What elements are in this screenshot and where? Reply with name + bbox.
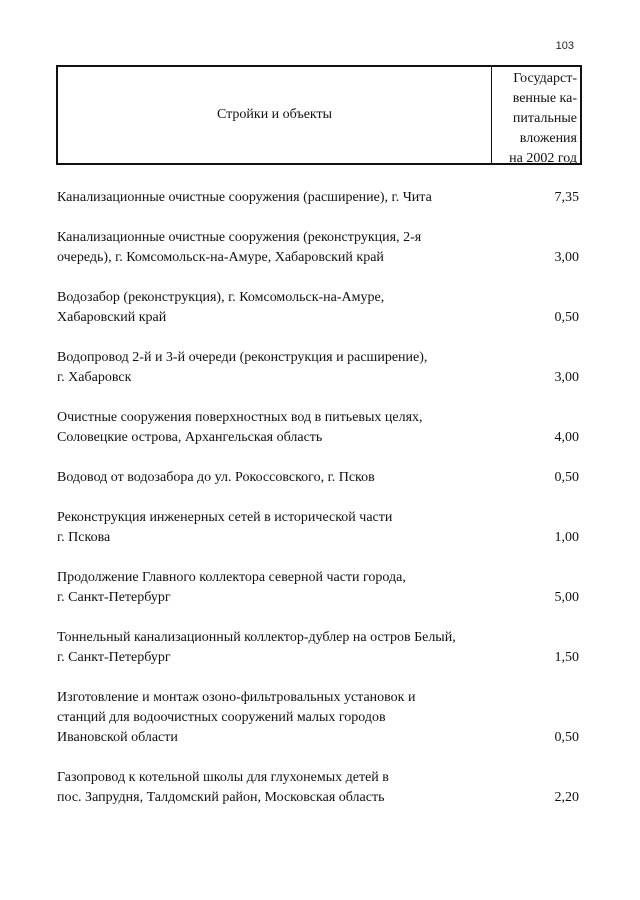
row-object-line: Реконструкция инженерных сетей в исторической части [57, 510, 393, 525]
table-row [57, 628, 579, 668]
header-investment-line: питальные [512, 111, 577, 126]
header-investment-line: Государст- [513, 71, 577, 86]
row-object-name [57, 468, 499, 488]
table-row [57, 288, 579, 328]
row-object-name [57, 688, 499, 748]
header-objects-label: Стройки и объекты [216, 107, 333, 122]
page-number: 103 [555, 40, 574, 52]
row-investment-value: 3,00 [554, 250, 579, 265]
row-investment-value: 4,00 [554, 430, 579, 445]
row-object-name [57, 768, 499, 808]
table-row [57, 688, 579, 748]
row-object-line: Канализационные очистные сооружения (расширение), г. Чита [57, 190, 432, 205]
row-object-line: Канализационные очистные сооружения (реконструкция, 2-я [57, 230, 422, 245]
row-object-line: Продолжение Главного коллектора северной части города, [57, 570, 406, 585]
row-object-line: г. Санкт-Петербург [57, 590, 171, 605]
row-object-line: Ивановской области [57, 730, 178, 745]
row-object-name [57, 288, 499, 328]
row-object-line: Соловецкие острова, Архангельская область [57, 430, 323, 445]
header-investment-column [492, 67, 580, 166]
header-investment-line: венные ка- [512, 91, 577, 106]
table-row [57, 408, 579, 448]
table-row [57, 468, 579, 488]
row-object-name [57, 508, 499, 548]
table-row [57, 768, 579, 808]
header-investment-line: на 2002 год [509, 151, 577, 166]
row-investment-value: 0,50 [554, 310, 579, 325]
row-object-name [57, 348, 499, 388]
table-row [57, 228, 579, 268]
row-object-line: г. Пскова [57, 530, 111, 545]
row-object-line: Водовод от водозабора до ул. Рокоссовского, г. Псков [57, 470, 375, 485]
row-investment-value: 3,00 [554, 370, 579, 385]
row-investment-value: 1,50 [554, 650, 579, 665]
row-object-name [57, 188, 499, 208]
row-object-name [57, 228, 499, 268]
row-object-line: Газопровод к котельной школы для глухонемых детей в [57, 770, 389, 785]
row-object-line: Тоннельный канализационный коллектор-дублер на остров Белый, [57, 630, 456, 645]
row-investment-value: 0,50 [554, 730, 579, 745]
row-object-line: г. Санкт-Петербург [57, 650, 171, 665]
row-investment-value: 0,50 [554, 470, 579, 485]
row-object-line: Изготовление и монтаж озоно-фильтровальных установок и [57, 690, 416, 705]
row-object-line: г. Хабаровск [57, 370, 132, 385]
row-investment-value: 2,20 [554, 790, 579, 805]
table-row [57, 348, 579, 388]
row-object-line: очередь), г. Комсомольск-на-Амуре, Хабаровский край [57, 250, 384, 265]
row-object-line: Очистные сооружения поверхностных вод в питьевых целях, [57, 410, 423, 425]
table-row [57, 188, 579, 208]
row-object-name [57, 628, 499, 668]
row-object-line: станций для водоочистных сооружений малых городов [57, 710, 386, 725]
row-object-name [57, 408, 499, 448]
table-row [57, 508, 579, 548]
row-investment-value: 1,00 [554, 530, 579, 545]
header-investment-line: вложения [519, 131, 577, 146]
table-row [57, 568, 579, 608]
row-object-line: пос. Запрудня, Талдомский район, Московская область [57, 790, 385, 805]
row-investment-value: 5,00 [554, 590, 579, 605]
row-object-line: Водопровод 2-й и 3-й очереди (реконструкция и расширение), [57, 350, 428, 365]
table-header [56, 65, 582, 165]
row-object-line: Хабаровский край [57, 310, 167, 325]
row-investment-value: 7,35 [554, 190, 579, 205]
header-objects-column [58, 67, 492, 163]
row-object-name [57, 568, 499, 608]
row-object-line: Водозабор (реконструкция), г. Комсомольск-на-Амуре, [57, 290, 385, 305]
